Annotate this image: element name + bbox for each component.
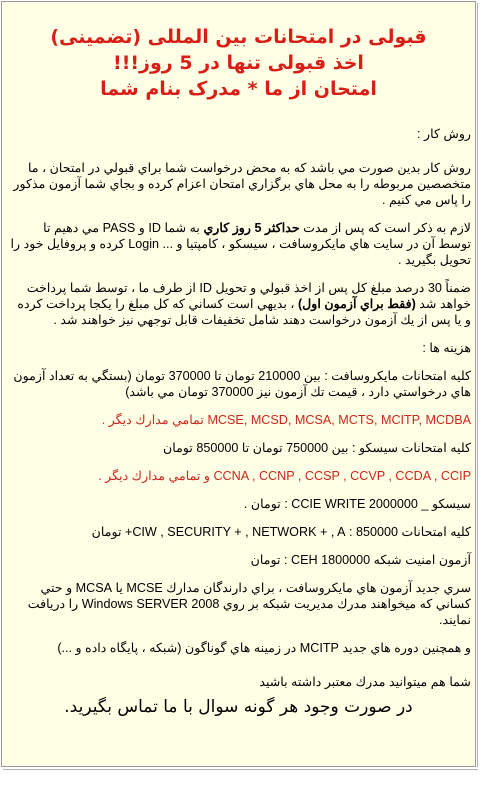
paragraph-closing: شما هم ميتوانيد مدرك معتبر داشته باشيد xyxy=(259,675,471,689)
right-edge-line xyxy=(477,3,478,767)
delivery-text-a: لازم به ذكر است كه پس از مدت xyxy=(299,221,471,235)
headline-line-2: اخذ قبولی تنها در 5 روز!!! xyxy=(113,52,364,74)
bottom-edge-line xyxy=(3,769,478,770)
paragraph-new-microsoft: سري جديد آزمون هاي مايكروسافت ، براي دارندگان مدارك MCSE يا MCSA و حتي كساني كه ميخواهند مدرك مديريت شبكه بر روي Windows SERVER 2008 را دريافت نمايند. xyxy=(27,581,471,627)
contact-line: در صورت وجود هر گونه سوال با ما تماس بگیرید. xyxy=(64,697,413,717)
cisco-cert-list: CCNA , CCNP , CCSP , CCVP , CCDA , CCIP و تمامي مدارك ديگر . xyxy=(98,469,471,483)
paragraph-cisco-cost: كليه امتحانات سيسكو : بين 750000 تومان تا 850000 تومان xyxy=(163,441,471,455)
payment-text-b: ، بديهي است كساني كه كل مبلغ را يكجا پرداخت كرده و يا پس از يك آزمون درخواست دهند شامل تخفيفات قابل توجهي نيز خواهند شد . xyxy=(17,297,471,327)
payment-text-a: ضمناً 30 درصد مبلغ كل پس از اخذ قبولي و تحويل ID از طرف ما ، توسط شما پرداخت خواهد شد xyxy=(26,281,471,311)
costs-title: هزينه ها : xyxy=(422,341,471,355)
paragraph-method: روش كار بدين صورت مي باشد كه به محض درخواست شما براي قبولي در امتحان ، ما متخصصين مربوطه را به محل هاي برگزاري امتحان اعزام كرده و بجاي شما آزمون مذكور را پاس مي كنيم . xyxy=(13,161,471,207)
payment-highlight: (فقط براي آزمون اول) xyxy=(297,297,416,311)
headline-line-3: امتحان از ما * مدرک بنام شما xyxy=(100,78,377,100)
paragraph-mcitp: و همچنين دوره هاي جديد MCITP در زمينه هاي گوناگون (شبكه ، پايگاه داده و ...) xyxy=(57,641,471,655)
paragraph-ccie-cost: سيسكو _ CCIE WRITE 2000000 : تومان . xyxy=(243,497,471,511)
paragraph-ceh-cost: آزمون امنيت شبكه CEH 1800000 : تومان xyxy=(250,553,471,567)
paragraph-comptia-cost: كليه امتحانات 850000 : CIW , SECURITY + , NETWORK + , A+ تومان xyxy=(91,525,471,539)
headline xyxy=(2,2,475,112)
ad-body xyxy=(2,126,475,690)
delivery-text-b: به شما ID و PASS مي دهيم تا توسط آن در سايت هاي مايكروسافت ، سيسكو ، كامپتيا و ... Login كرده و پروفايل خود را تحويل بگيريد . xyxy=(10,221,471,267)
delivery-highlight: حداكثر 5 روز كاري xyxy=(203,221,300,235)
headline-line-1: قبولی در امتحانات بین المللی (تضمینی) xyxy=(50,26,427,48)
microsoft-cert-list: MCSE, MCSD, MCSA, MCTS, MCITP, MCDBA تمامي مدارك ديگر . xyxy=(101,413,471,427)
paragraph-payment xyxy=(8,280,471,328)
method-title: روش کار : xyxy=(417,127,471,141)
paragraph-delivery xyxy=(8,220,471,268)
paragraph-microsoft-cost: كليه امتحانات مايكروسافت : بين 210000 تومان تا 370000 تومان (بستگي به تعداد آزمون هاي درخواستي دارد ، قيمت تك آزمون نيز 370000 تومان مي باشد) xyxy=(13,369,471,399)
ad-panel xyxy=(1,1,476,767)
